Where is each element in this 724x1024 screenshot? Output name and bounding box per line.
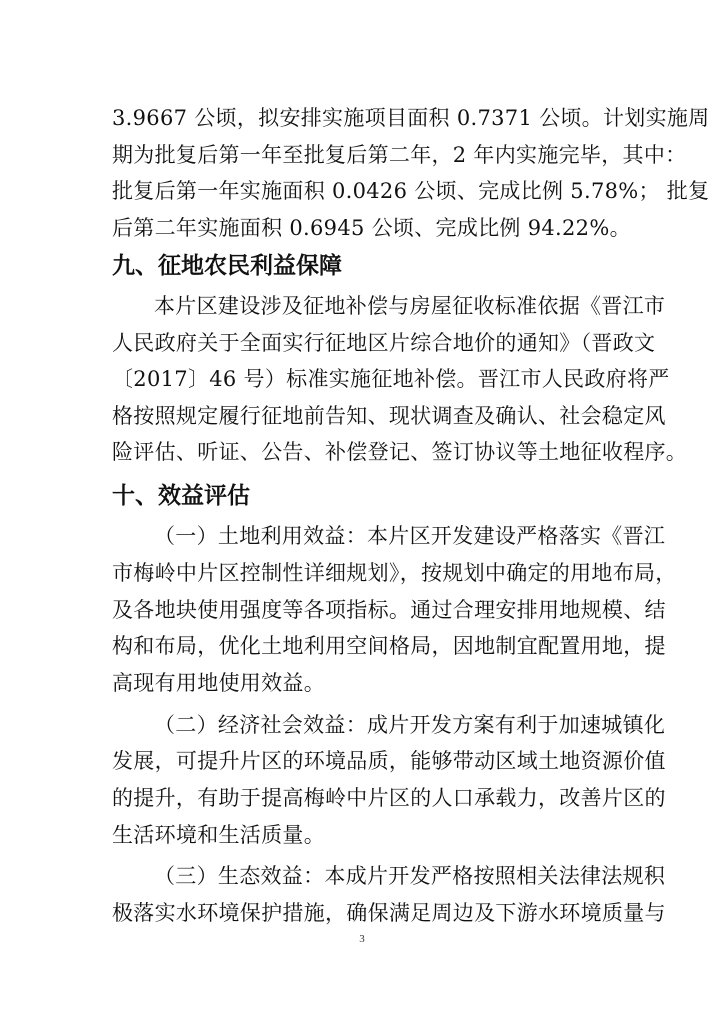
text-line: （二）经济社会效益：成片开发方案有利于加速城镇化 (154, 713, 666, 737)
text-line: 的提升，有助于提高梅岭中片区的人口承载力，改善片区的 (112, 786, 666, 810)
section-heading: 十、效益评估 (112, 483, 250, 509)
text-line: （三）生态效益：本成片开发严格按照相关法律法规积 (154, 864, 666, 888)
text-line: 生活环境和生活质量。 (112, 823, 325, 847)
page-number: 3 (359, 933, 365, 945)
text-line: 市梅岭中片区控制性详细规划》，按规划中确定的用地布局， (112, 561, 677, 585)
text-line: 格按照规定履行征地前告知、现状调查及确认、社会稳定风 (112, 404, 666, 428)
text-line: 人民政府关于全面实行征地区片综合地价的通知》（晋政文 (112, 331, 656, 355)
section-heading: 九、征地农民利益保障 (112, 253, 342, 279)
text-line: 及各地块使用强度等各项指标。通过合理安排用地规模、结 (112, 598, 666, 622)
text-line: 3.9667 公顷，拟安排实施项目面积 0.7371 公顷。计划实施周 (112, 106, 710, 130)
text-line: 批复后第一年实施面积 0.0426 公顷、完成比例 5.78%； 批复 (112, 179, 710, 203)
text-line: 期为批复后第一年至批复后第二年，2 年内实施完毕，其中： (112, 143, 687, 167)
text-line: 后第二年实施面积 0.6945 公顷、完成比例 94.22%。 (112, 216, 631, 240)
text-line: 极落实水环境保护措施，确保满足周边及下游水环境质量与 (112, 901, 666, 925)
text-line: 险评估、听证、公告、补偿登记、签订协议等土地征收程序。 (112, 440, 688, 464)
text-line: 本片区建设涉及征地补偿与房屋征收标准依据《晋江市 (154, 294, 666, 318)
text-line: 〔2017〕46 号）标准实施征地补偿。晋江市人民政府将严 (112, 367, 670, 391)
text-line: 高现有用地使用效益。 (112, 671, 325, 695)
text-line: （一）土地利用效益：本片区开发建设严格落实《晋江 (154, 524, 666, 548)
text-line: 发展，可提升片区的环境品质，能够带动区域土地资源价值 (112, 749, 666, 773)
text-line: 构和布局，优化土地利用空间格局，因地制宜配置用地，提 (112, 634, 666, 658)
